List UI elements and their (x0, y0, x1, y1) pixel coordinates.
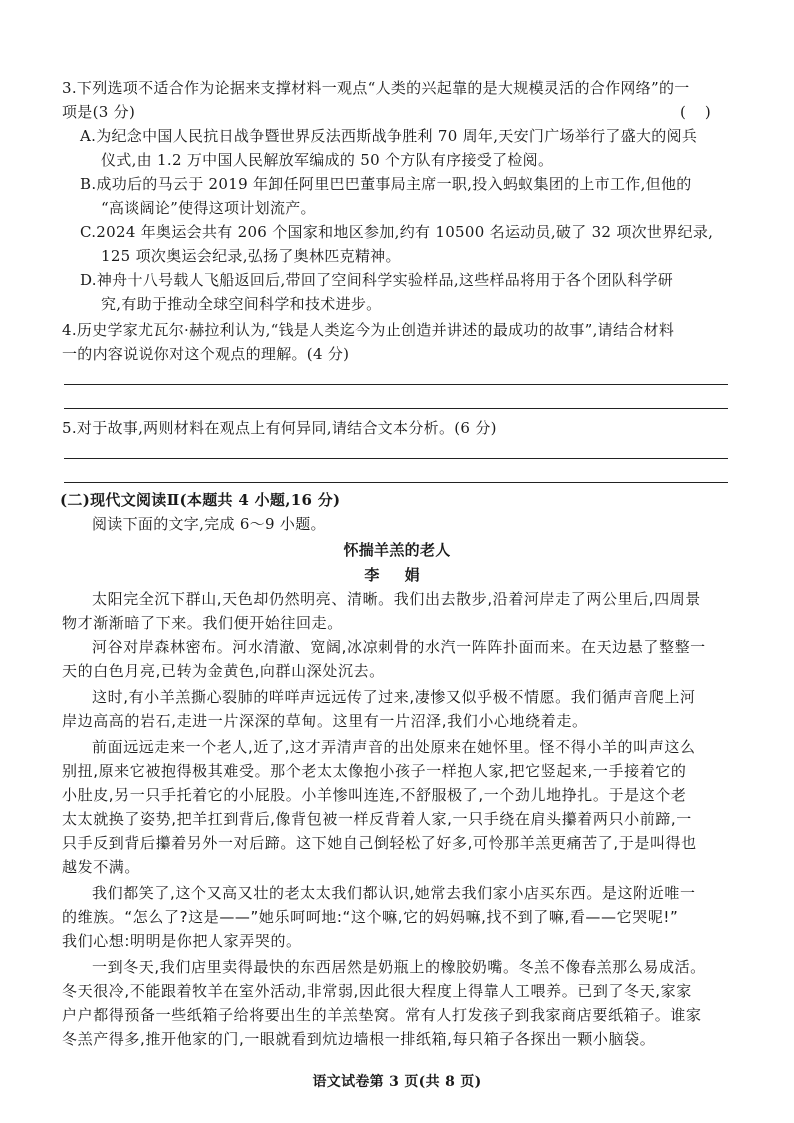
story-line: 冬羔产得多,推开他家的门,一眼就看到炕边墙根一排纸箱,每只箱子各探出一颗小脑袋。 (62, 1030, 656, 1048)
q3-stem-line2: 项是(3 分) (62, 103, 136, 121)
story-line: 天的白色月亮,已转为金黄色,向群山深处沉去。 (62, 662, 385, 680)
story-line: 物才渐渐暗了下来。我们便开始往回走。 (62, 614, 343, 632)
story-line: 河谷对岸森林密布。河水清澈、宽阔,冰凉刺骨的水汽一阵阵扑面而来。在天边悬了整整一 (92, 638, 706, 656)
q4-answer-line-1[interactable] (64, 384, 728, 385)
section-instruction: 阅读下面的文字,完成 6～9 小题。 (92, 515, 326, 533)
q4-stem-line2: 一的内容说说你对这个观点的理解。(4 分) (62, 345, 350, 363)
story-line: 的维族。“怎么了?这是——”她乐呵呵地:“这个嘛,它的妈妈嘛,找不到了嘛,看——它哭呢!” (62, 908, 679, 926)
q4-stem-line1: 4.历史学家尤瓦尔·赫拉利认为,“钱是人类迄今为止创造并讲述的最成功的故事”,请结合材料 (62, 321, 675, 339)
q5-answer-line-2[interactable] (64, 482, 728, 483)
q5-answer-line-1[interactable] (64, 458, 728, 459)
story-line: 这时,有小羊羔撕心裂肺的咩咩声远远传了过来,凄惨又似乎极不情愿。我们循声音爬上河 (92, 688, 696, 706)
q3-option-d-line2: 究,有助于推动全球空间科学和技术进步。 (101, 295, 382, 313)
story-line: 我们都笑了,这个又高又壮的老太太我们都认识,她常去我们家小店买东西。是这附近唯一 (92, 884, 696, 902)
story-line: 小肚皮,另一只手托着它的小屁股。小羊惨叫连连,不舒服极了,一个劲儿地挣扎。于是这个老 (62, 786, 687, 804)
story-line: 一到冬天,我们店里卖得最快的东西居然是奶瓶上的橡胶奶嘴。冬羔不像春羔那么易成活。 (92, 958, 706, 976)
q3-option-c-line2: 125 项次奥运会纪录,弘扬了奥林匹克精神。 (101, 247, 401, 265)
story-line: 越发不满。 (62, 858, 141, 876)
q3-option-c-line1: C.2024 年奥运会共有 206 个国家和地区参加,约有 10500 名运动员,破了 32 项次世界纪录, (80, 223, 714, 241)
story-line: 别扭,原来它被抱得极其难受。那个老太太像抱小孩子一样抱人家,把它竖起来,一手接着它的 (62, 762, 687, 780)
q3-option-a-line2: 仪式,由 1.2 万中国人民解放军编成的 50 个方队有序接受了检阅。 (101, 151, 554, 169)
story-author: 李 娟 (364, 566, 430, 584)
q5-stem: 5.对于故事,两则材料在观点上有何异同,请结合文本分析。(6 分) (62, 419, 497, 437)
q4-answer-line-2[interactable] (64, 408, 728, 409)
story-line: 前面远远走来一个老人,近了,这才弄清声音的出处原来在她怀里。怪不得小羊的叫声这么 (92, 738, 696, 756)
story-line: 冬天很冷,不能跟着牧羊在室外活动,非常弱,因此很大程度上得靠人工喂养。已到了冬天,家家 (62, 982, 692, 1000)
story-line: 太阳完全沉下群山,天色却仍然明亮、清晰。我们出去散步,沿着河岸走了两公里后,四周景 (92, 590, 701, 608)
q3-answer-bracket[interactable]: ( ) (680, 103, 711, 121)
q3-option-b-line1: B.成功后的马云于 2019 年卸任阿里巴巴董事局主席一职,投入蚂蚁集团的上市工作,但他的 (80, 175, 692, 193)
q3-option-a-line1: A.为纪念中国人民抗日战争暨世界反法西斯战争胜利 70 周年,天安门广场举行了盛大的阅兵 (80, 127, 698, 145)
story-line: 岸边高高的岩石,走进一片深深的草甸。这里有一片沼泽,我们小心地绕着走。 (62, 712, 588, 730)
story-line: 我们心想:明明是你把人家弄哭的。 (62, 932, 302, 950)
section-heading: (二)现代文阅读Ⅱ(本题共 4 小题,16 分) (60, 491, 341, 509)
story-line: 户户都得预备一些纸箱子给将要出生的羊羔垫窝。常有人打发孩子到我家商店要纸箱子。谁家 (62, 1006, 702, 1024)
story-line: 只手反到背后攥着另外一对后蹄。这下她自己倒轻松了好多,可怜那羊羔更痛苦了,于是叫得也 (62, 834, 697, 852)
q3-stem-line1: 3.下列选项不适合作为论据来支撑材料一观点“人类的兴起靠的是大规模灵活的合作网络”的一 (62, 79, 690, 97)
q3-option-b-line2: “高谈阔论”使得这项计划流产。 (101, 199, 316, 217)
story-title: 怀揣羊羔的老人 (343, 541, 451, 559)
page-footer: 语文试卷第 3 页(共 8 页) (312, 1074, 482, 1090)
story-line: 太太就换了姿势,把羊扛到背后,像背包被一样反背着人家,一只手绕在肩头攥着两只小前蹄,一 (62, 810, 692, 828)
q3-option-d-line1: D.神舟十八号载人飞船返回后,带回了空间科学实验样品,这些样品将用于各个团队科学研 (80, 271, 674, 289)
